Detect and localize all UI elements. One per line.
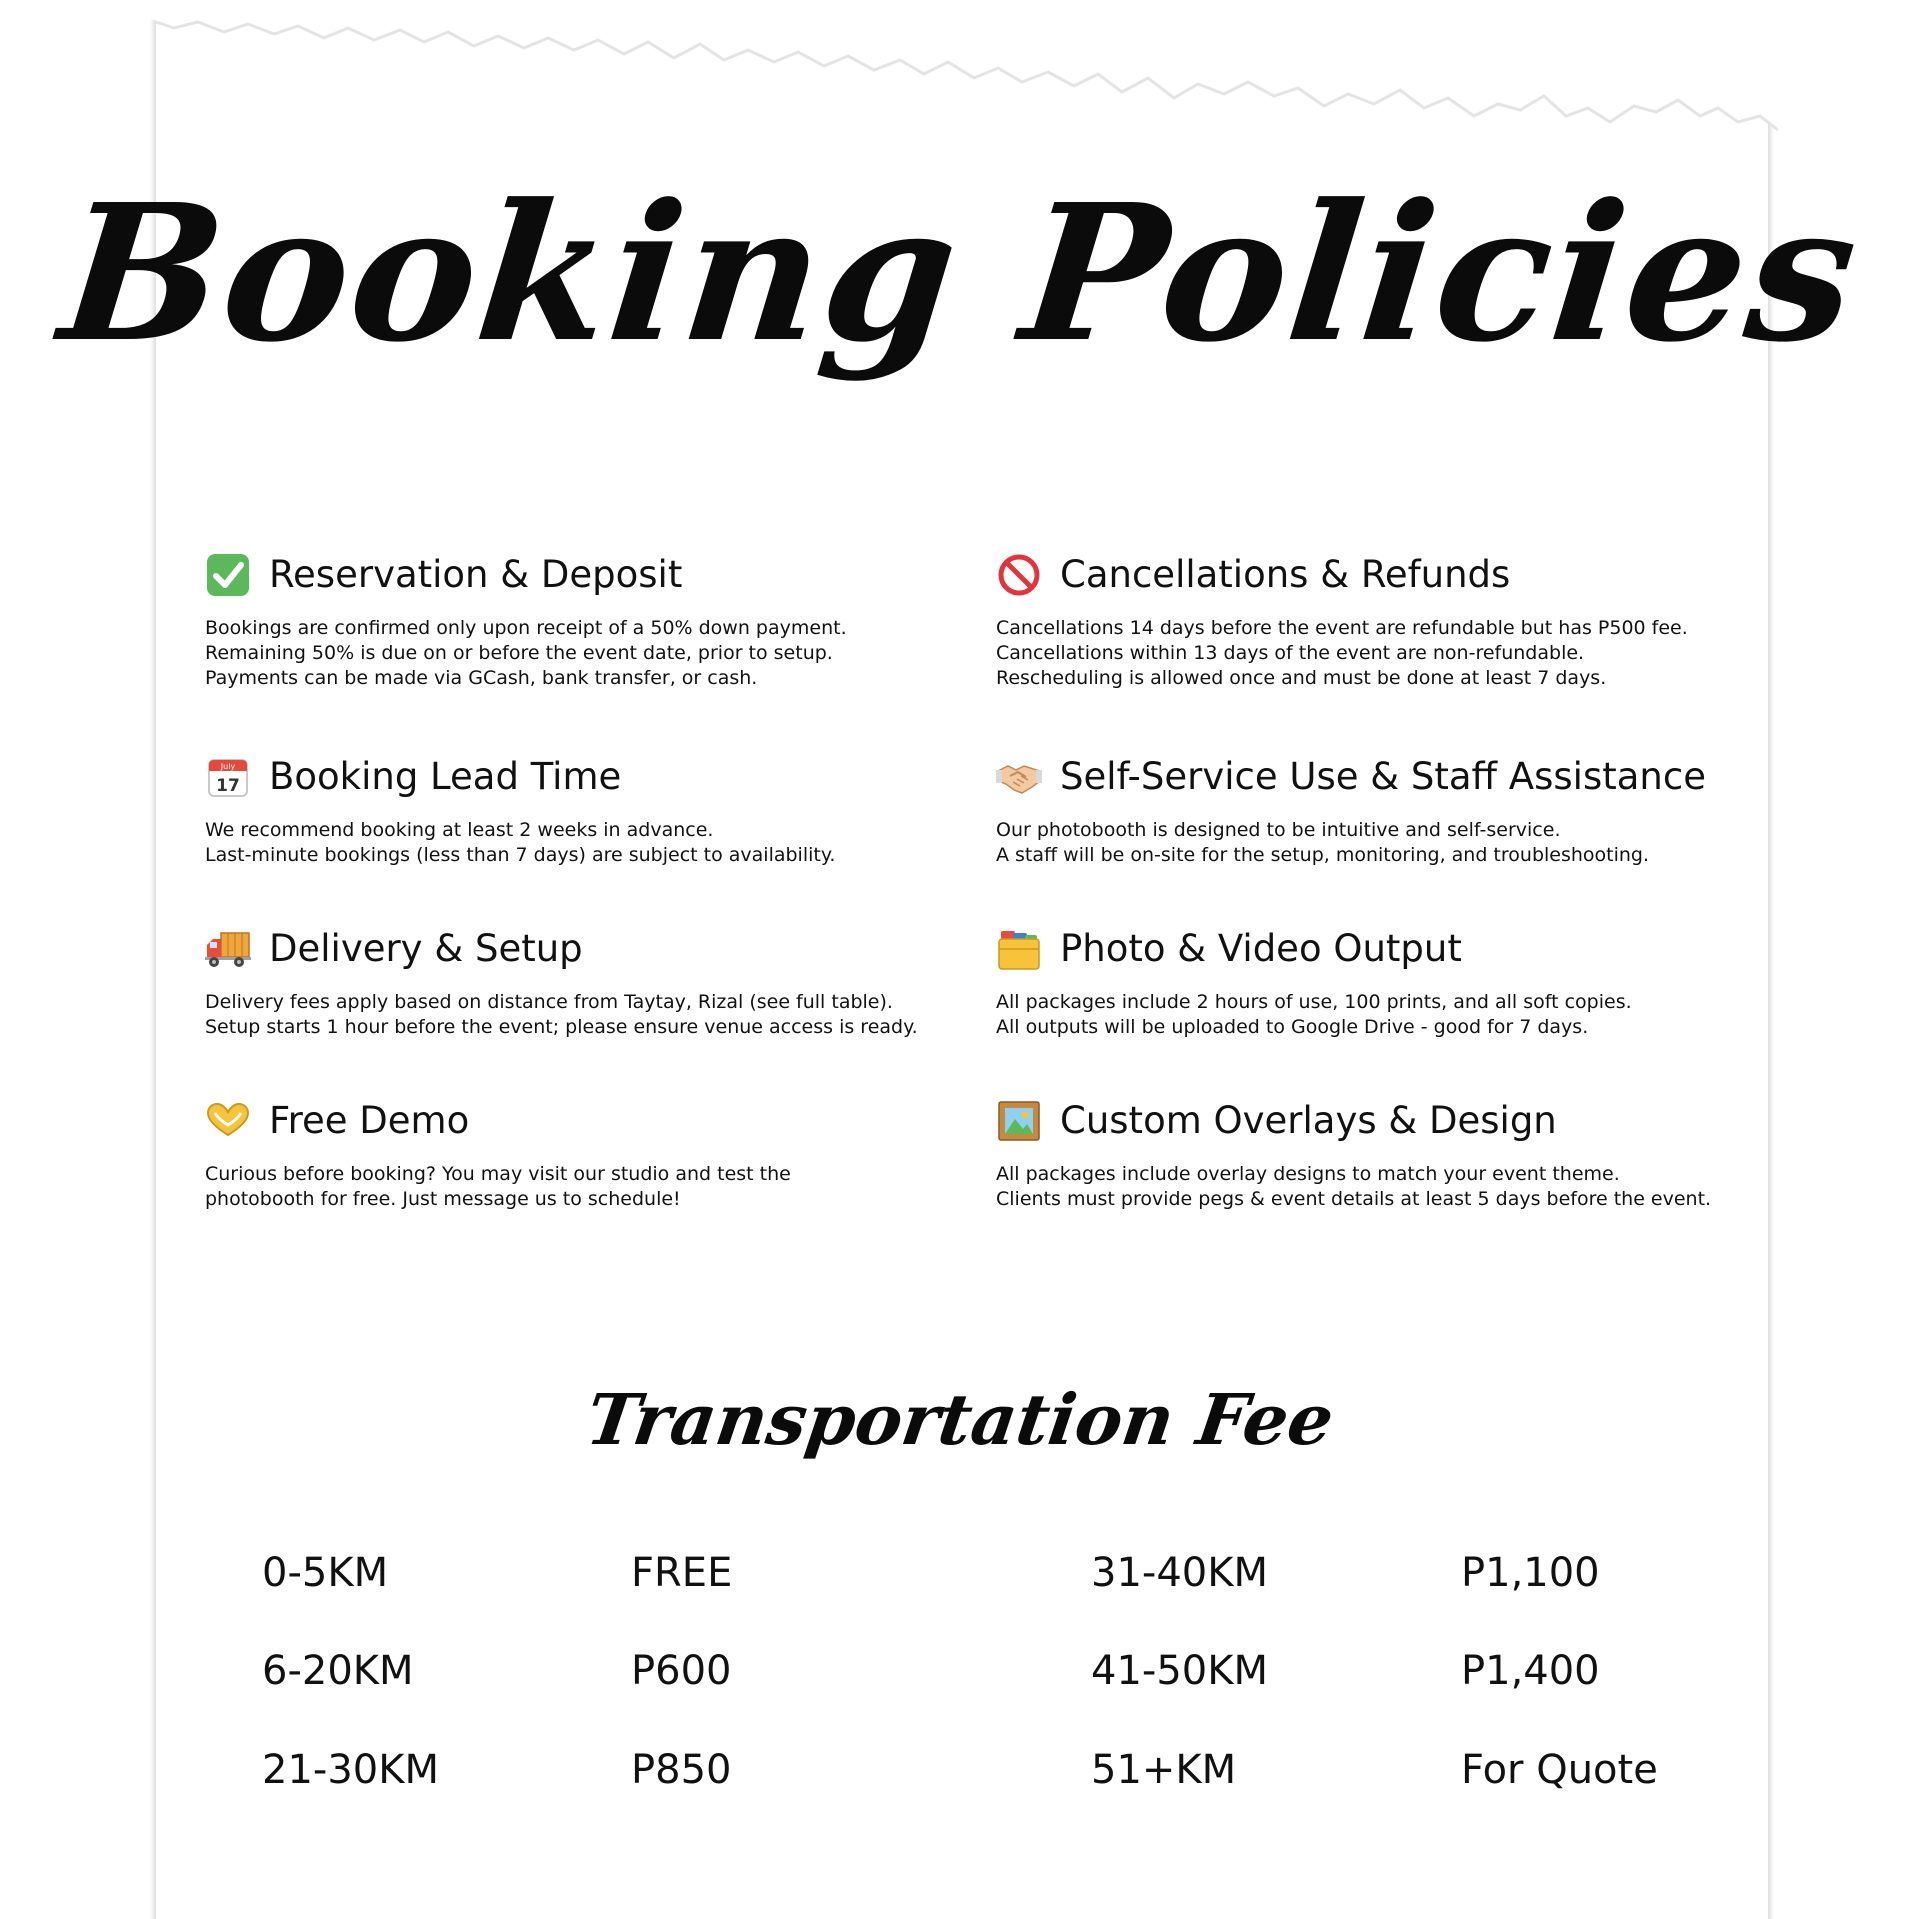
- policy-line: Remaining 50% is due on or before the event date, prior to setup.: [205, 642, 833, 664]
- fee-amount: P1,100: [1461, 1550, 1600, 1596]
- policy-custom-overlays: [996, 1096, 1756, 1212]
- fee-amount: P1,400: [1461, 1648, 1600, 1694]
- policy-line: Clients must provide pegs & event details at least 5 days before the event.: [996, 1188, 1712, 1210]
- policy-body: [205, 990, 965, 1040]
- policy-body: [996, 818, 1756, 868]
- policy-body: [205, 1162, 965, 1212]
- fee-amount: For Quote: [1461, 1747, 1658, 1793]
- policy-photo-video-output: [996, 924, 1756, 1040]
- transportation-fee-title: Transportation Fee: [581, 1378, 1339, 1461]
- policy-line: All outputs will be uploaded to Google Drive - good for 7 days.: [996, 1016, 1589, 1038]
- policy-cancellations-refunds: [996, 550, 1756, 691]
- policy-line: Setup starts 1 hour before the event; please ensure venue access is ready.: [205, 1016, 918, 1038]
- policy-heading: Cancellations & Refunds: [1060, 553, 1511, 596]
- policy-line: All packages include 2 hours of use, 100 prints, and all soft copies.: [996, 991, 1632, 1013]
- policy-booking-lead-time: [205, 752, 965, 868]
- calendar-day: 17: [216, 776, 240, 796]
- policy-line: Last-minute bookings (less than 7 days) are subject to availability.: [205, 844, 836, 866]
- policy-line: Our photobooth is designed to be intuitive and self-service.: [996, 819, 1561, 841]
- torn-paper-edge: [148, 10, 1778, 140]
- fee-amount: FREE: [631, 1550, 733, 1596]
- check-mark-icon: [205, 552, 251, 598]
- policy-heading: Self-Service Use & Staff Assistance: [1060, 755, 1706, 798]
- fee-distance: 6-20KM: [262, 1648, 414, 1694]
- calendar-month: July: [220, 762, 236, 771]
- policy-body: [996, 990, 1756, 1040]
- fee-distance: 31-40KM: [1091, 1550, 1268, 1596]
- policy-heading: Custom Overlays & Design: [1060, 1099, 1557, 1142]
- fee-distance: 41-50KM: [1091, 1648, 1268, 1694]
- policy-heading: Booking Lead Time: [269, 755, 622, 798]
- policy-line: photobooth for free. Just message us to schedule!: [205, 1188, 681, 1210]
- policy-line: Bookings are confirmed only upon receipt of a 50% down payment.: [205, 617, 847, 639]
- policy-body: [996, 1162, 1756, 1212]
- card-index-dividers-icon: [996, 926, 1042, 972]
- fee-distance: 0-5KM: [262, 1550, 389, 1596]
- policy-line: A staff will be on-site for the setup, monitoring, and troubleshooting.: [996, 844, 1650, 866]
- fee-distance: 21-30KM: [262, 1747, 439, 1793]
- policy-line: We recommend booking at least 2 weeks in advance.: [205, 819, 714, 841]
- policy-line: Payments can be made via GCash, bank transfer, or cash.: [205, 667, 758, 689]
- policy-line: Curious before booking? You may visit our studio and test the: [205, 1163, 791, 1185]
- calendar-icon: [205, 754, 251, 800]
- policy-line: Delivery fees apply based on distance from Taytay, Rizal (see full table).: [205, 991, 893, 1013]
- policy-body: [205, 616, 965, 691]
- policy-heading: Reservation & Deposit: [269, 553, 683, 596]
- framed-picture-icon: [996, 1098, 1042, 1144]
- delivery-truck-icon: [205, 926, 251, 972]
- policy-self-service-staff: [996, 752, 1756, 868]
- heart-hands-icon: [205, 1098, 251, 1144]
- policy-heading: Delivery & Setup: [269, 927, 583, 970]
- fee-distance: 51+KM: [1091, 1747, 1237, 1793]
- policy-free-demo: [205, 1096, 965, 1212]
- fee-amount: P850: [631, 1747, 732, 1793]
- policy-line: All packages include overlay designs to match your event theme.: [996, 1163, 1620, 1185]
- policy-line: Cancellations within 13 days of the event are non-refundable.: [996, 642, 1585, 664]
- policy-line: Rescheduling is allowed once and must be done at least 7 days.: [996, 667, 1607, 689]
- policy-delivery-setup: [205, 924, 965, 1040]
- no-entry-icon: [996, 552, 1042, 598]
- page-title: Booking Policies: [52, 163, 1869, 384]
- policy-body: [205, 818, 965, 868]
- handshake-icon: [996, 754, 1042, 800]
- policy-heading: Free Demo: [269, 1099, 470, 1142]
- policy-reservation-deposit: [205, 550, 965, 691]
- fee-amount: P600: [631, 1648, 732, 1694]
- policy-heading: Photo & Video Output: [1060, 927, 1462, 970]
- policy-body: [996, 616, 1756, 691]
- policy-line: Cancellations 14 days before the event are refundable but has P500 fee.: [996, 617, 1688, 639]
